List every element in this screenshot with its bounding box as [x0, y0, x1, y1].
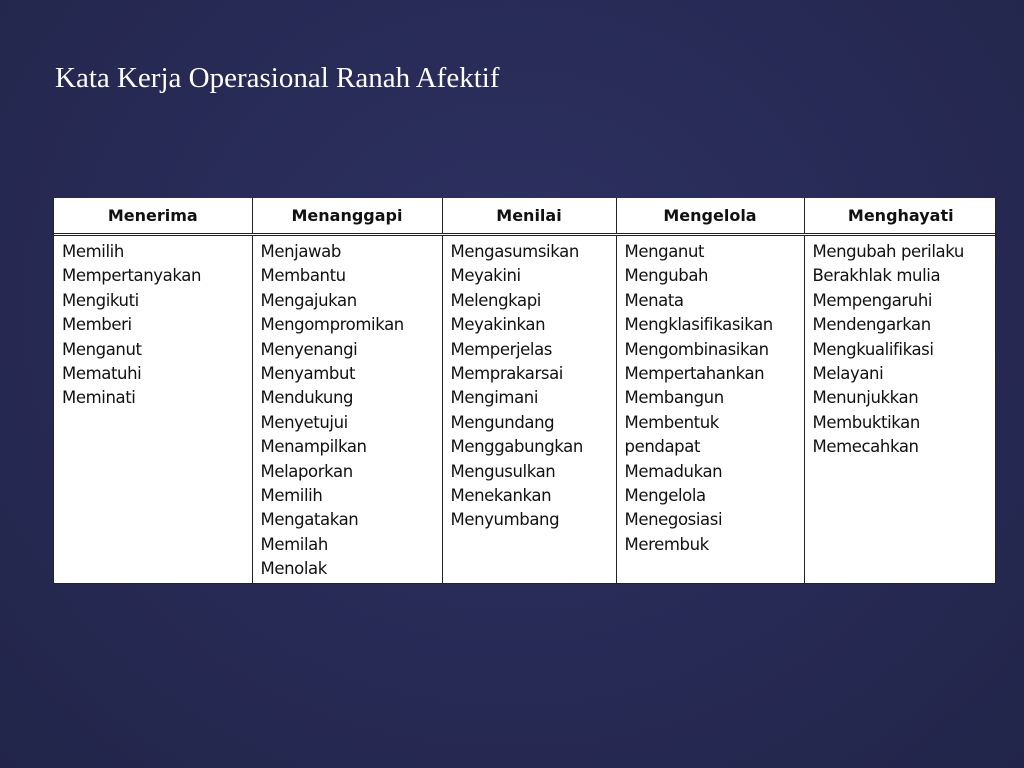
- column-menilai: [442, 235, 616, 584]
- verb-item: Mengusulkan: [450, 461, 556, 481]
- table-body-row: [54, 235, 997, 584]
- table-header-row: [54, 198, 997, 235]
- verb-item: Meyakinkan: [450, 315, 546, 335]
- verb-item: Memprakarsai: [450, 364, 563, 384]
- verb-item: Menyenangi: [260, 339, 358, 359]
- verb-item: Mengundang: [450, 412, 555, 432]
- verb-item: Menganut: [62, 339, 142, 359]
- verb-item: Menekankan: [450, 486, 552, 506]
- verb-item: Mengombinasikan: [624, 339, 769, 359]
- verb-item: Mendukung: [260, 388, 354, 408]
- verb-item: Membantu: [260, 266, 346, 286]
- verb-item: Melengkapi: [450, 290, 541, 310]
- verb-item: Memilah: [260, 534, 328, 554]
- verb-item: Menjawab: [260, 242, 341, 261]
- verb-item: Melaporkan: [260, 461, 353, 481]
- verb-item: Merembuk: [624, 534, 709, 554]
- verb-item: Memberi: [62, 315, 132, 335]
- header-menilai: Menilai: [442, 198, 616, 235]
- verb-item: Menegosiasi: [624, 510, 723, 530]
- header-menanggapi: Menanggapi: [252, 198, 442, 235]
- verb-item: Menyumbang: [450, 510, 560, 530]
- verb-table-container: [53, 198, 996, 584]
- header-menghayati: Menghayati: [804, 198, 997, 235]
- verb-item: Meyakini: [450, 266, 521, 286]
- verb-item: Mempertanyakan: [62, 266, 202, 286]
- verb-item: Mengompromikan: [260, 315, 404, 335]
- verb-item: Meminati: [62, 388, 136, 408]
- verb-item: Menyambut: [260, 364, 356, 384]
- verb-item: Memperjelas: [450, 339, 552, 359]
- verb-item: Mengelola: [624, 486, 706, 506]
- verb-item: Menganut: [624, 242, 705, 261]
- verb-item: Membentuk: [624, 412, 719, 432]
- verb-item: Menata: [624, 290, 684, 310]
- verb-item: pendapat: [624, 437, 701, 457]
- column-menghayati: [804, 235, 997, 584]
- verb-item: Mendengarkan: [812, 315, 931, 335]
- affective-verb-table: [54, 198, 997, 583]
- verb-item: Mempertahankan: [624, 364, 765, 384]
- verb-item: Memilih: [62, 242, 124, 261]
- header-menerima: Menerima: [54, 198, 252, 235]
- verb-item: Mengklasifikasikan: [624, 315, 773, 335]
- verb-item: Menunjukkan: [812, 388, 919, 408]
- verb-item: Mengkualifikasi: [812, 339, 934, 359]
- verb-item: Membuktikan: [812, 412, 920, 432]
- verb-item: Menolak: [260, 559, 327, 579]
- verb-item: Mengajukan: [260, 290, 357, 310]
- slide-title: Kata Kerja Operasional Ranah Afektif: [55, 62, 500, 94]
- verb-item: Mengasumsikan: [450, 242, 579, 261]
- verb-item: Mengimani: [450, 388, 539, 408]
- verb-item: Melayani: [812, 364, 884, 384]
- verb-item: Mengatakan: [260, 510, 359, 530]
- verb-item: Memilih: [260, 486, 323, 506]
- verb-item: Membangun: [624, 388, 724, 408]
- verb-item: Memadukan: [624, 461, 723, 481]
- verb-item: Mematuhi: [62, 364, 142, 384]
- verb-item: Mempengaruhi: [812, 290, 933, 310]
- verb-item: Mengubah: [624, 266, 709, 286]
- verb-item: Mengikuti: [62, 290, 139, 310]
- verb-item: Berakhlak mulia: [812, 266, 941, 286]
- verb-item: Mengubah perilaku: [812, 242, 964, 261]
- column-menanggapi: [252, 235, 442, 584]
- header-mengelola: Mengelola: [616, 198, 804, 235]
- column-mengelola: [616, 235, 804, 584]
- verb-item: Menggabungkan: [450, 437, 583, 457]
- verb-item: Menyetujui: [260, 412, 348, 432]
- verb-item: Memecahkan: [812, 437, 919, 457]
- column-menerima: [54, 235, 252, 584]
- verb-item: Menampilkan: [260, 437, 367, 457]
